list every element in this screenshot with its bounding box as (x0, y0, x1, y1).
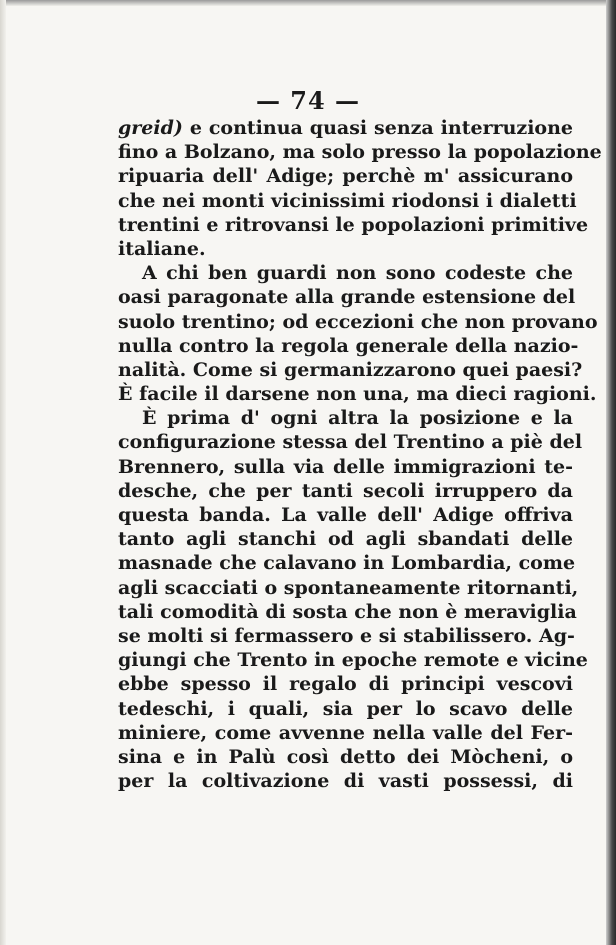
text-line-18: tanto agli stanchi od agli sbandati delle (118, 528, 573, 551)
text-line-8: oasi paragonate alla grande estensione del (118, 286, 576, 309)
text-line-23: giungi che Trento in epoche remote e vicine (118, 649, 588, 672)
page-right-edge (606, 0, 616, 945)
text-line-5: trentini e ritrovansi le popolazioni primitive (118, 213, 589, 236)
text-line-4: che nei monti vicinissimi riodonsi i dialetti (118, 189, 577, 212)
text-line-17: questa banda. La valle dell' Adige offriva (118, 504, 573, 526)
text-line-3: ripuaria dell' Adige; perchè m' assicurano (118, 165, 573, 188)
text-line-11: nalità. Come si germanizzarono quei paesi? (118, 358, 583, 381)
page-number: — 74 — (255, 86, 361, 115)
text-line-28: per la coltivazione di vasti possessi, di (118, 770, 573, 793)
page-top-edge (0, 0, 616, 6)
text-line-26: miniere, come avvenne nella valle del Fer- (118, 721, 573, 744)
text-line-6: italiane. (118, 237, 206, 260)
text-line-19: masnade che calavano in Lombardia, come (118, 552, 576, 575)
text-line-27: sina e in Palù così detto dei Mòcheni, o (118, 745, 573, 768)
text-line-2: fino a Bolzano, ma solo presso la popolazione (118, 141, 602, 164)
text-line-22: se molti si fermassero e si stabilissero. Ag- (118, 624, 575, 647)
text-line-1: greid) e continua quasi senza interruzione (118, 117, 573, 139)
text-line-24: ebbe spesso il regalo di principi vescovi (118, 673, 573, 696)
text-line-7: A chi ben guardi non sono codeste che (142, 262, 573, 285)
italic-word: greid) (118, 117, 183, 139)
text-line-20: agli scacciati o spontaneamente ritornanti, (118, 576, 579, 599)
text-line-25: tedeschi, i quali, sia per lo scavo delle (118, 697, 573, 720)
text-line-13: È prima d' ogni altra la posizione e la (142, 407, 573, 430)
text-line-14: configurazione stessa del Trentino a piè del (118, 431, 583, 454)
text-line-15: Brennero, sulla via delle immigrazioni te- (118, 455, 573, 478)
text-line-9: suolo trentino; od eccezioni che non provano (118, 310, 598, 333)
body-text (118, 116, 602, 793)
text-line-12: È facile il darsene non una, ma dieci ragioni. (118, 383, 597, 406)
text-line-21: tali comodità di sosta che non è meraviglia (118, 600, 577, 623)
page-left-edge (0, 0, 6, 945)
text-line-10: nulla contro la regola generale della nazio- (118, 334, 579, 357)
text-line-16: desche, che per tanti secoli irruppero da (118, 479, 573, 502)
